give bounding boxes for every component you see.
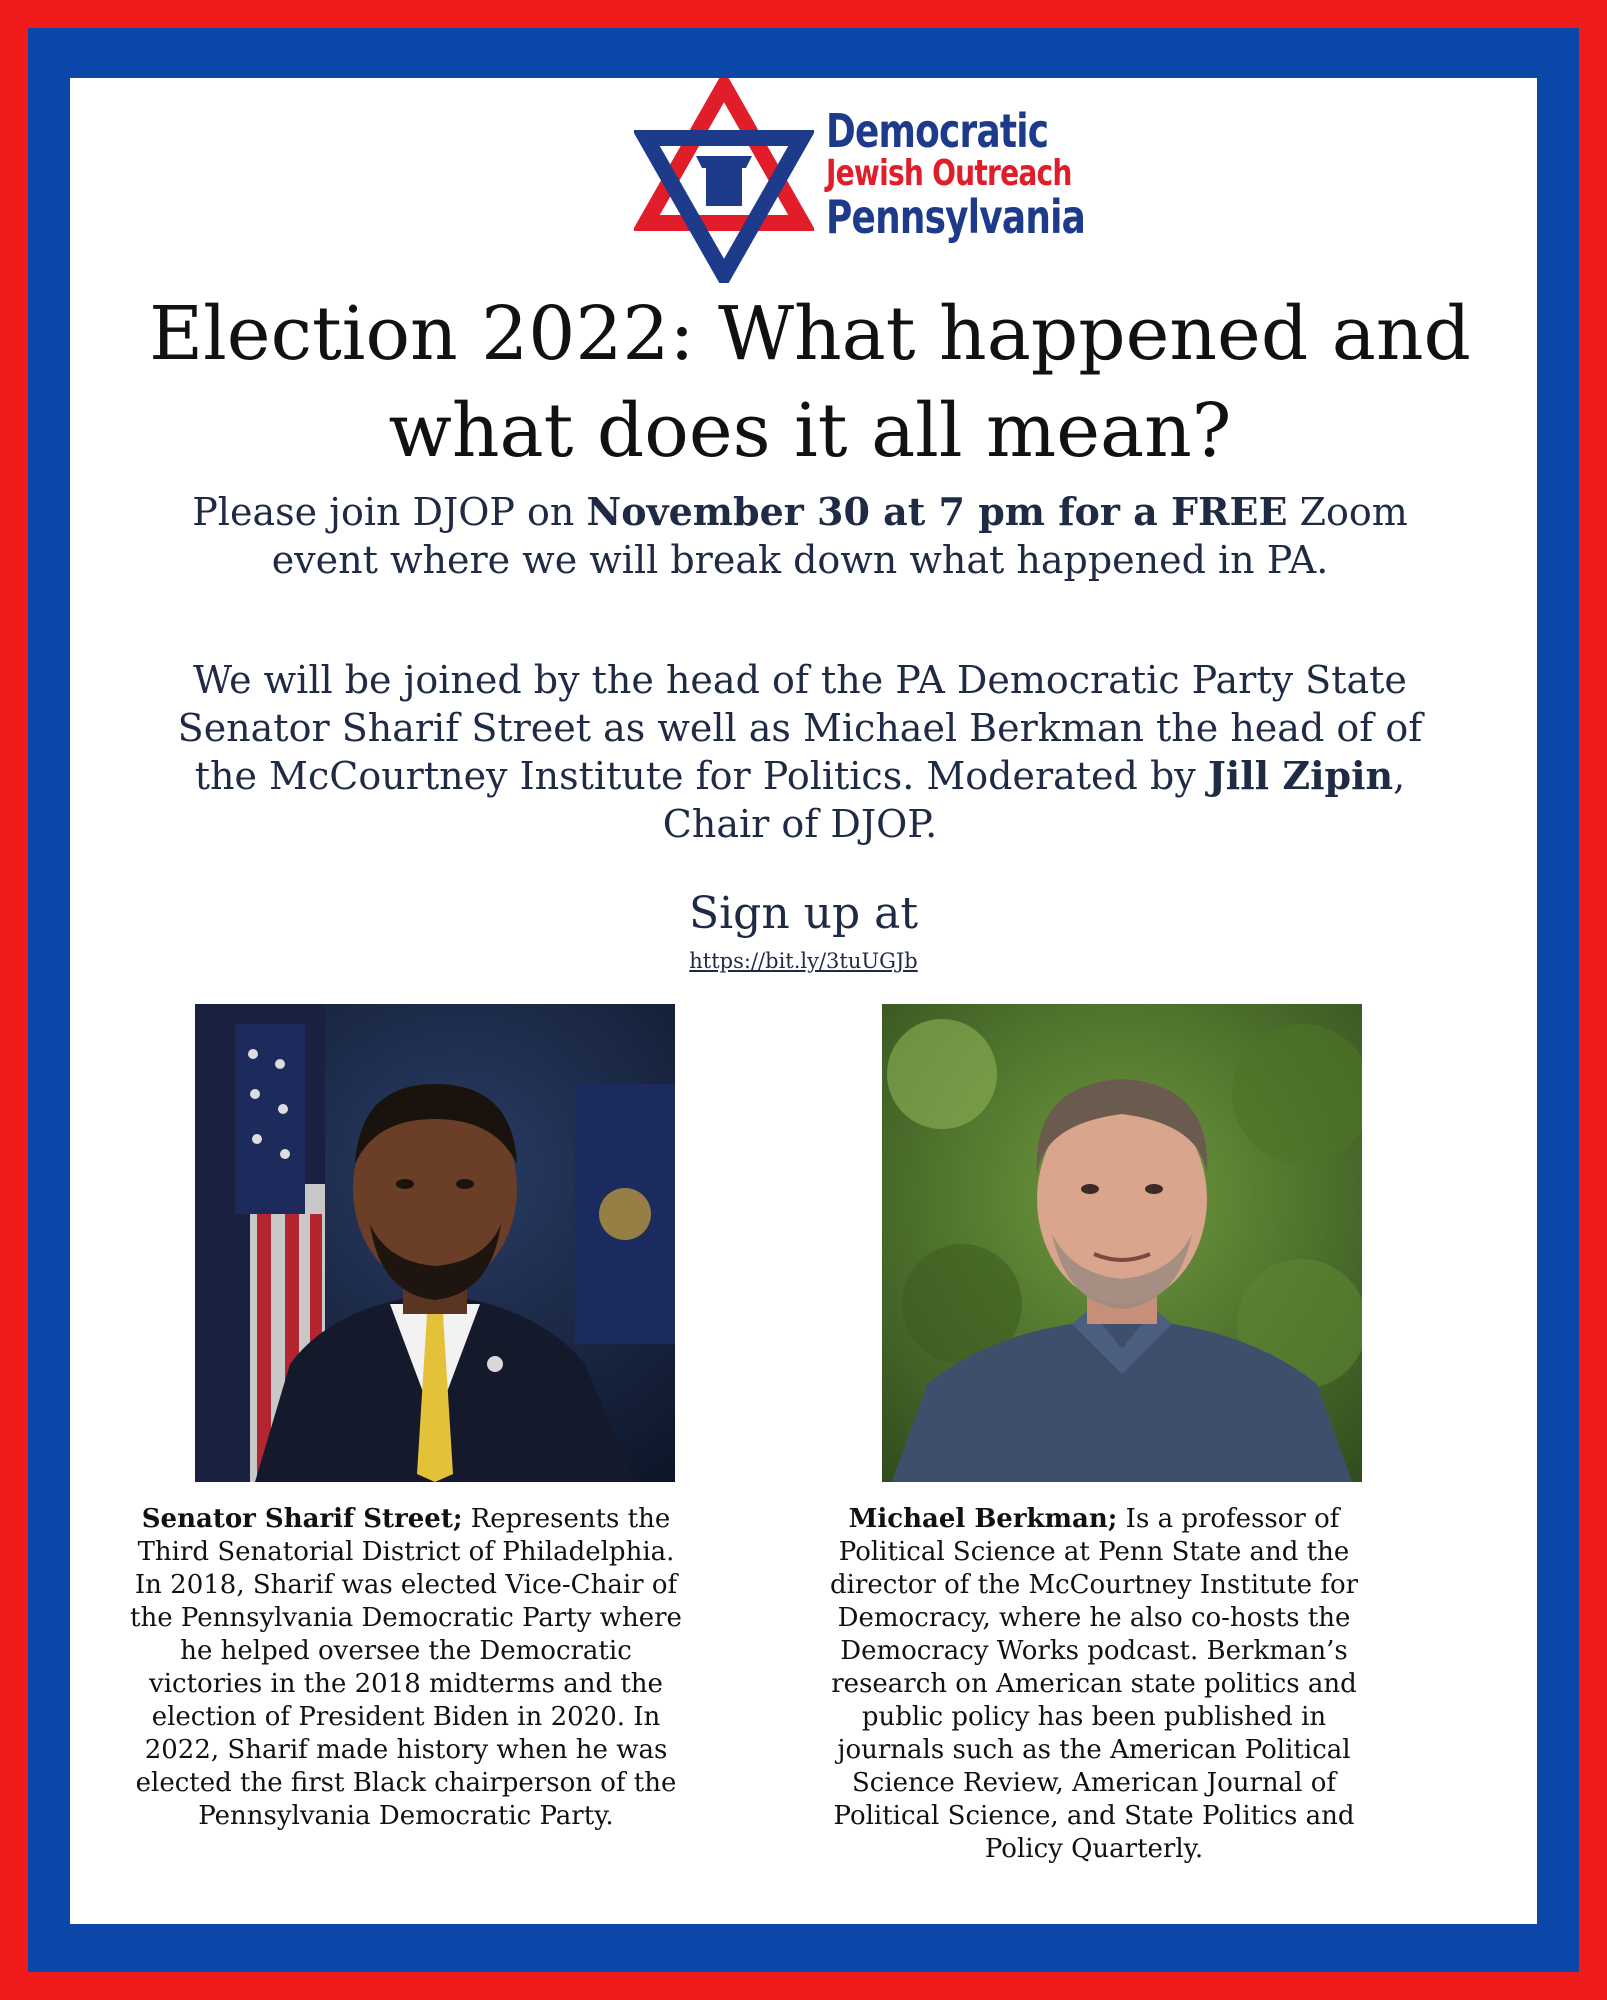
sharif-street-name: Senator Sharif Street;: [141, 1504, 463, 1534]
signup-heading: Sign up at: [688, 888, 919, 939]
intro-text-2: Zoom event where we will break down what happened in PA.: [271, 490, 1408, 582]
michael-berkman-bio-text: Is a professor of Political Science at Penn State and the director of the McCourtney Institute for Democracy, where he also co-hosts the Democracy Works podcast. Berkman’s research on American state politics and public policy has been published in journals such as the American Political Science Review, American Journal of Political Science, and State Politics and Policy Quarterly.: [829, 1504, 1359, 1864]
logo-line-jewish-outreach: Jewish Outreach: [826, 153, 1072, 194]
intro-paragraph: [150, 488, 1450, 584]
flyer-page: [70, 78, 1537, 1924]
sharif-street-photo: [195, 1004, 675, 1482]
star-of-david-keystone-icon: [634, 78, 814, 283]
logo-line-pennsylvania: Pennsylvania: [826, 190, 1086, 244]
event-date-time: November 30 at 7 pm for a FREE: [586, 489, 1288, 534]
logo-line-democratic: Democratic: [826, 104, 1049, 158]
signup-link[interactable]: https://bit.ly/3tuUGJb: [689, 949, 918, 973]
speakers-text: We will be joined by the head of the PA Democratic Party State Senator Sharif Street as well as Michael Berkman the head of of the McCourtney Institute for Politics. Moderated by: [177, 658, 1423, 798]
speakers-paragraph: [150, 656, 1450, 848]
sharif-street-bio-text: Represents the Third Senatorial District of Philadelphia. In 2018, Sharif was elected Vice-Chair of the Pennsylvania Democratic Party where he helped oversee the Democratic victories in the 2018 midterms and the election of President Biden in 2020. In 2022, Sharif made history when he was elected the first Black chairperson of the Pennsylvania Democratic Party.: [130, 1504, 682, 1831]
michael-berkman-name: Michael Berkman;: [848, 1504, 1118, 1534]
intro-text-1: Please join DJOP on: [192, 490, 587, 534]
moderator-suffix: , Chair of DJOP.: [662, 754, 1406, 846]
michael-berkman-photo: [882, 1004, 1362, 1482]
michael-berkman-bio: [814, 1503, 1374, 1866]
logo-wordmark: [826, 104, 1086, 244]
event-title: Election 2022: What happened and what does it all mean?: [149, 291, 1471, 474]
moderator-name: Jill Zipin: [1207, 753, 1394, 798]
djop-logo: [634, 78, 1086, 283]
sharif-street-bio: [126, 1503, 686, 1833]
